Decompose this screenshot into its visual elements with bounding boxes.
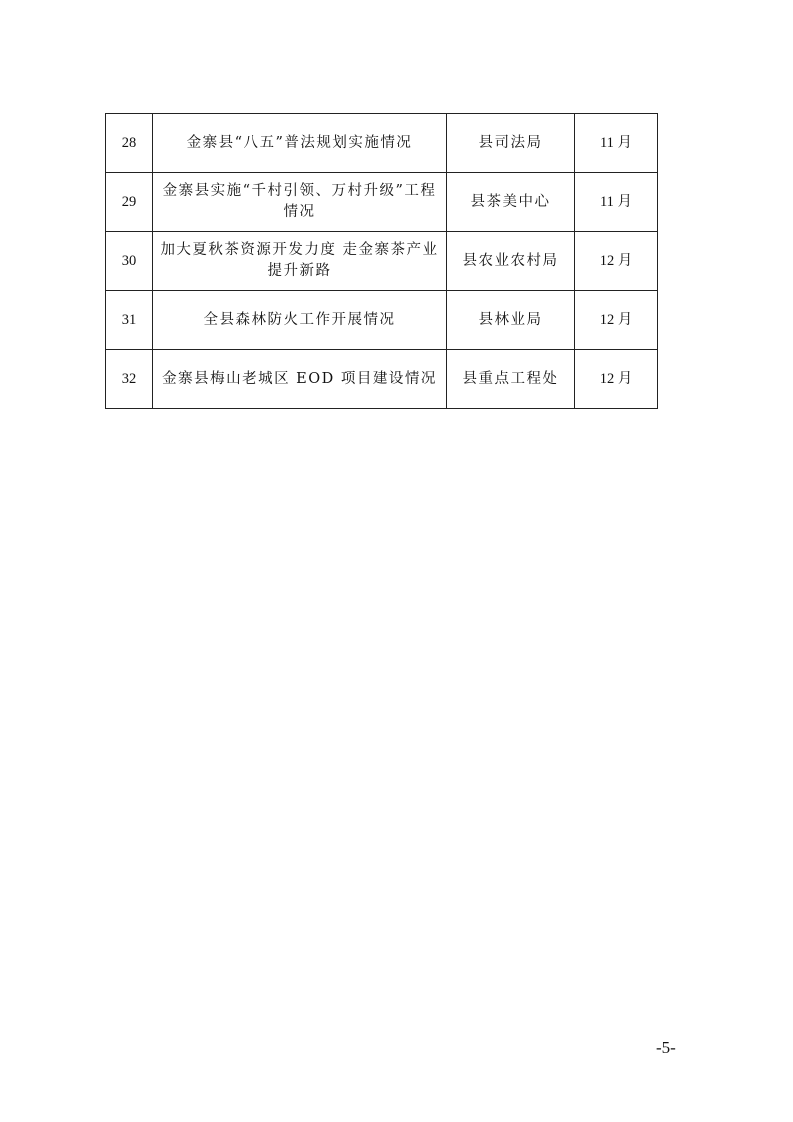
row-number: 29 bbox=[106, 173, 153, 232]
row-department: 县林业局 bbox=[447, 291, 575, 350]
row-number: 31 bbox=[106, 291, 153, 350]
row-department: 县茶美中心 bbox=[447, 173, 575, 232]
table-row bbox=[106, 114, 658, 173]
row-number: 30 bbox=[106, 232, 153, 291]
row-department: 县重点工程处 bbox=[447, 350, 575, 409]
row-title: 全县森林防火工作开展情况 bbox=[153, 291, 447, 350]
schedule-table bbox=[105, 113, 658, 409]
row-month: 12 月 bbox=[575, 350, 658, 409]
table-row bbox=[106, 350, 658, 409]
row-number: 32 bbox=[106, 350, 153, 409]
table-row bbox=[106, 173, 658, 232]
row-number: 28 bbox=[106, 114, 153, 173]
table-row bbox=[106, 291, 658, 350]
row-title: 金寨县“八五”普法规划实施情况 bbox=[153, 114, 447, 173]
row-month: 11 月 bbox=[575, 114, 658, 173]
row-month: 11 月 bbox=[575, 173, 658, 232]
row-department: 县司法局 bbox=[447, 114, 575, 173]
row-month: 12 月 bbox=[575, 232, 658, 291]
row-department: 县农业农村局 bbox=[447, 232, 575, 291]
row-title: 金寨县梅山老城区 EOD 项目建设情况 bbox=[153, 350, 447, 409]
table-row bbox=[106, 232, 658, 291]
row-month: 12 月 bbox=[575, 291, 658, 350]
row-title: 金寨县实施“千村引领、万村升级”工程情况 bbox=[153, 173, 447, 232]
row-title: 加大夏秋茶资源开发力度 走金寨茶产业提升新路 bbox=[153, 232, 447, 291]
page-number: -5- bbox=[656, 1038, 676, 1057]
